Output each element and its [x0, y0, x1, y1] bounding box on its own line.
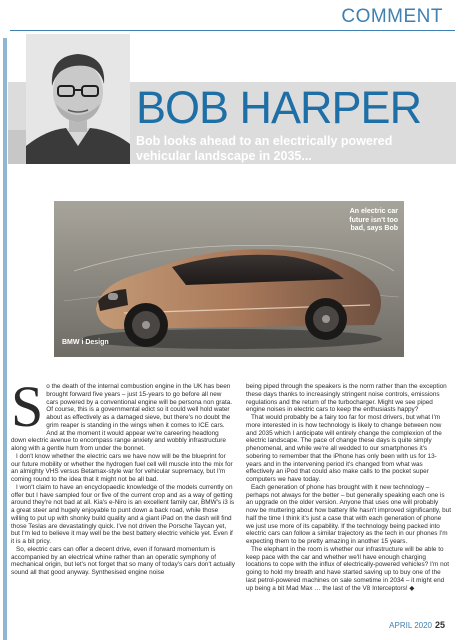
article-body [0, 374, 465, 603]
page-folio [389, 620, 445, 630]
drop-cap: S [11, 374, 44, 439]
article-paragraph: being piped through the speakers is the norm rather than the exception these days thanks to increasingly stringent noise controls, emissions regulations and the return of the turbocharger. Might we see piped engine noises in electric cars to keep the enthusiasts happy? [246, 383, 447, 414]
article-column-2 [246, 383, 451, 592]
article-paragraph: Each generation of phone has brought with it new technology – perhaps not always for the better – but generally speaking each one is an upgrade on the older version. Anyone that uses one will probably now be muttering about how battery life hasn't improved significantly, but half the time I think it's just a case that with each generation of phone we just use more of its capability. If the technology being packed into electric cars can follow a similar trajectory as the tech in our phones I'm expecting them to be pretty amazing in another 15 years. [246, 483, 452, 545]
author-portrait [26, 34, 130, 164]
page-number: 25 [434, 620, 445, 630]
article-column-1 [11, 374, 235, 577]
section-rule [10, 30, 455, 31]
photo-credit-logo: BMW i Design [62, 339, 109, 346]
concept-car-photo [54, 201, 404, 357]
article-paragraph: So, electric cars can offer a decent drive, even if forward momentum is accompanied by an electrical whine rather than an operatic symphony of mechanical origin, but let's not forget that so many of today's cars don't actually sound all that good anyway. Synthesised engine noise [11, 545, 235, 576]
issue-date: APRIL 2020 [389, 621, 432, 630]
standfirst: Bob looks ahead to an electrically powered vehicular landscape in 2035... [136, 134, 393, 163]
article-paragraph: So the death of the internal combustion engine in the UK has been brought forward five years – just 15-years to go before all new cars powered by a conventional engine will be persona non grata. Of course, this is a governmental edict so it could well hold water about as effectively as a damaged sieve, but there's no doubt the grim reaper is standing in the wings when it comes to ICE cars. And at the moment it would appear we're careering headlong down electric avenue to encompass range anxiety and wobbly infrastructure along with a gentle hum from under the bonnet. [11, 374, 233, 452]
article-paragraph: That would probably be a fairy too far for most drivers, but what I'm more interested in is how technology is likely to change between now and 2035 which I anticipate will entirely change the complexion of the electric landscape. The pace of change these days is quite simply phenomenal, and while we're all wedded to our smartphones it's sobering to remember that the iPhone has only been with us for 13-years and in the intervening period it's changed from what was effectively an iPod that could also make calls to the pocket super computers we have today. [246, 414, 442, 483]
author-name: BOB HARPER [136, 82, 422, 133]
article-paragraph: The elephant in the room is whether our infrastructure will be able to keep pace with the car and whether we'll have enough charging locations to cope with the influx of electrically-powered vehicles? I'm not going to hold my breath and have started saving up to buy one of the last petrol-powered machines on sale sometime in 2034 – it might end up being a bit Mad Max … the last of the V8 Interceptors! ◆ [246, 545, 449, 592]
photo-caption: An electric car future isn't too bad, says Bob [349, 208, 398, 232]
section-label: COMMENT [341, 6, 443, 27]
portrait-illustration [26, 34, 130, 164]
article-paragraph: I don't know whether the electric cars we have now will be the blueprint for our future mobility or whether the hydrogen fuel cell will muscle into the mix for an almighty VHS versus Betamax-style war for vehicular supremacy, but I'm coming round to the idea that it might not be all bad. [11, 452, 233, 483]
article-paragraph: I won't claim to have an encyclopaedic knowledge of the models currently on offer but I have sampled four or five of the current crop and as a way of getting around they're not bad at all. Kia's e-Niro is an excellent family car, BMW's i3 is a great steer and hugely enjoyable to punt down a back road, while those willing to put up with shonky build quality and a giant iPad on the dash will find those Teslas are devastatingly quick. I've not driven the Porsche Taycan yet, but I'm led to believe it may well be the best battery electric vehicle yet. Even if it is a bit pricy. [11, 483, 235, 545]
